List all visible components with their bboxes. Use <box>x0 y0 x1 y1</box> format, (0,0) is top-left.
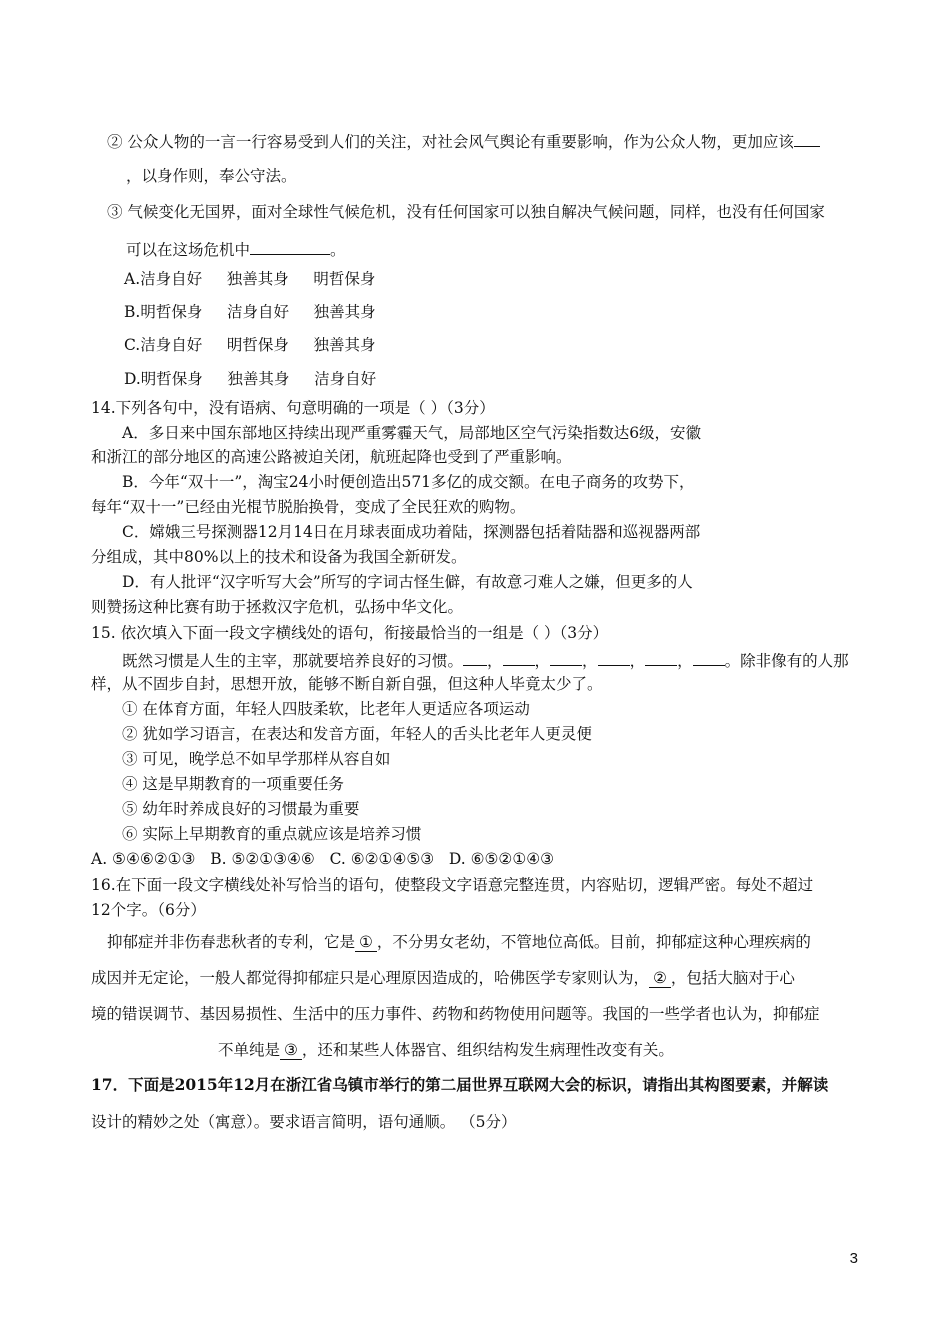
fill-blank <box>645 649 677 666</box>
q16-paragraph-line1: 抑郁症并非伤春悲秋者的专利，它是 ① ，不分男女老幼，不管地位高低。目前，抑郁症这种心理疾病的 <box>107 933 811 951</box>
q15-item-2: ② 犹如学习语言，在表达和发音方面，年轻人的舌头比老年人更灵便 <box>122 725 592 743</box>
page-number: 3 <box>849 1250 858 1267</box>
blank-3: ③ <box>280 1041 302 1060</box>
q15-passage-line1: 既然习惯是人生的主宰，那就要培养良好的习惯。 ， ， ， ， ， 。除非像有的人那 <box>122 649 849 671</box>
fill-blank <box>598 649 630 666</box>
q16-paragraph-line3: 境的错误调节、基因易损性、生活中的压力事件、药物和药物使用问题等。我国的一些学者也认为，抑郁症 <box>91 1005 820 1023</box>
q16-paragraph-line2: 成因并无定论，一般人都觉得抑郁症只是心理原因造成的，哈佛医学专家则认为， ② ，包括大脑对于心 <box>91 969 795 987</box>
q13-option-b: B.明哲保身 洁身自好 独善其身 <box>124 303 376 321</box>
q14-option-c-line1: C．嫦娥三号探测器12月14日在月球表面成功着陆，探测器包括着陆器和巡视器两部 <box>122 523 701 541</box>
q15-item-3: ③ 可见，晚学总不如早学那样从容自如 <box>122 750 391 768</box>
q15-item-1: ① 在体育方面，年轻人四肢柔软，比老年人更适应各项运动 <box>122 700 530 718</box>
fill-blank <box>250 238 330 255</box>
q13-item3-line2: 可以在这场危机中 。 <box>126 238 346 260</box>
q15-stem: 15. 依次填入下面一段文字横线处的语句，衔接最恰当的一组是（ ）（3分） <box>91 624 609 642</box>
q16-stem-line2: 12个字。（6分） <box>91 901 206 919</box>
fill-blank <box>463 649 487 666</box>
blank-2: ② <box>649 969 671 988</box>
q15-item-5: ⑤ 幼年时养成良好的习惯最为重要 <box>122 800 360 818</box>
q13-option-d: D.明哲保身 独善其身 洁身自好 <box>124 370 377 388</box>
q17-line1: 17．下面是2015年12月在浙江省乌镇市举行的第二届世界互联网大会的标识，请指出其构图要素，并解读 <box>91 1075 829 1094</box>
q14-option-b-line1: B．今年“双十一”，淘宝24小时便创造出571多亿的成交额。在电子商务的攻势下， <box>122 473 695 491</box>
q13-item2-line2: ，以身作则，奉公守法。 <box>126 167 297 185</box>
fill-blank <box>794 130 820 147</box>
q14-option-b-line2: 每年“双十一”已经由光棍节脱胎换骨，变成了全民狂欢的购物。 <box>91 498 526 516</box>
fill-blank <box>503 649 535 666</box>
q13-option-c: C.洁身自好 明哲保身 独善其身 <box>124 336 376 354</box>
q14-stem: 14.下列各句中，没有语病、句意明确的一项是（ ）（3分） <box>91 399 495 417</box>
fill-blank <box>693 649 725 666</box>
q15-item-4: ④ 这是早期教育的一项重要任务 <box>122 775 344 793</box>
q14-option-a-line1: A．多日来中国东部地区持续出现严重雾霾天气，局部地区空气污染指数达6级，安徽 <box>122 424 702 442</box>
q13-item2-line1: ② 公众人物的一言一行容易受到人们的关注，对社会风气舆论有重要影响，作为公众人物，更加应该 <box>107 130 820 152</box>
q13-item3-line1: ③ 气候变化无国界，面对全球性气候危机，没有任何国家可以独自解决气候问题，同样，也没有任何国家 <box>107 203 825 221</box>
q16-paragraph-line4: 不单纯是 ③ ，还和某些人体器官、组织结构发生病理性改变有关。 <box>218 1041 674 1059</box>
q14-option-c-line2: 分组成，其中80%以上的技术和设备为我国全新研发。 <box>91 548 467 566</box>
q15-item-6: ⑥ 实际上早期教育的重点就应该是培养习惯 <box>122 825 422 843</box>
q15-passage-line2: 样，从不固步自封，思想开放，能够不断自新自强，但这种人毕竟太少了。 <box>91 675 603 693</box>
q16-stem-line1: 16.在下面一段文字横线处补写恰当的语句，使整段文字语意完整连贯，内容贴切，逻辑严密。每处不超过 <box>91 876 814 894</box>
q17-line2: 设计的精妙之处（寓意）。要求语言简明，语句通顺。 （5分） <box>91 1113 517 1131</box>
q14-option-d-line1: D．有人批评“汉字听写大会”所写的字词古怪生僻，有故意刁难人之嫌，但更多的人 <box>122 573 693 591</box>
fill-blank <box>550 649 582 666</box>
blank-1: ① <box>355 933 377 952</box>
q14-option-a-line2: 和浙江的部分地区的高速公路被迫关闭，航班起降也受到了严重影响。 <box>91 448 572 466</box>
q15-options: A. ⑤④⑥②①③ B. ⑤②①③④⑥ C. ⑥②①④⑤③ D. ⑥⑤②①④③ <box>91 850 555 868</box>
q14-option-d-line2: 则赞扬这种比赛有助于拯救汉字危机，弘扬中华文化。 <box>91 598 464 616</box>
q13-option-a: A.洁身自好 独善其身 明哲保身 <box>124 270 376 288</box>
